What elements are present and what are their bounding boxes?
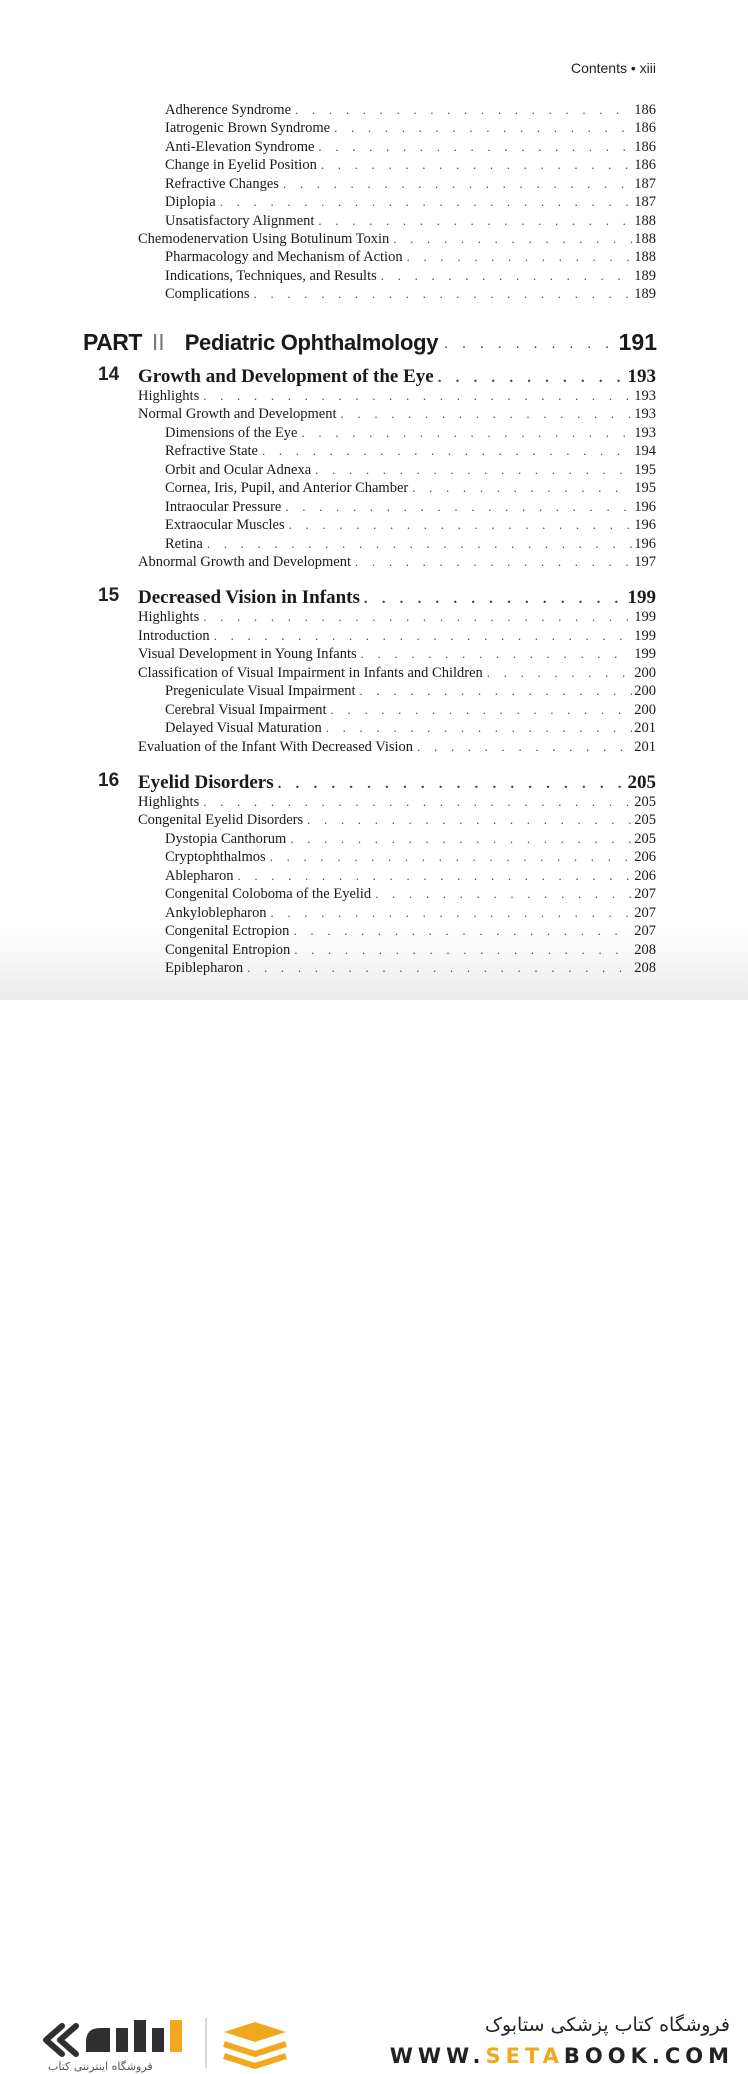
entry-title: Cryptophthalmos [165,849,266,865]
entry-page: 187 [634,194,656,210]
entry-page: 207 [634,923,656,939]
toc-entry [165,118,656,137]
toc-entry [138,626,656,645]
entry-page: 195 [634,480,656,496]
toc-entry [138,552,656,571]
store-banner [0,1000,748,2073]
entry-title: Orbit and Ocular Adnexa [165,462,312,478]
entry-page: 199 [634,628,656,644]
toc-entry [165,137,656,156]
entry-title: Indications, Techniques, and Results [165,268,377,284]
entry-page: 205 [634,831,656,847]
chapter-title: Growth and Development of the Eye [138,366,434,387]
entry-title: Extraocular Muscles [165,517,285,533]
leader-dots [203,794,632,811]
toc-entry [165,940,656,959]
entry-title: Ablepharon [165,868,234,884]
toc-entry [138,792,656,811]
toc-entry [165,681,656,700]
chapter-page: 205 [627,772,656,793]
part-heading [83,324,657,356]
entry-title: Congenital Entropion [165,942,291,958]
entry-page: 196 [634,517,656,533]
entry-page: 199 [634,609,656,625]
leader-dots [417,739,632,756]
entry-page: 201 [634,720,656,736]
leader-dots [355,554,632,571]
entry-page: 196 [634,499,656,515]
toc-entry [138,229,656,248]
toc-entry [165,515,656,534]
entry-page: 197 [634,554,656,570]
leader-dots [341,406,633,423]
toc-entry [165,847,656,866]
entry-title: Highlights [138,609,200,625]
entry-title: Iatrogenic Brown Syndrome [165,120,331,136]
toc-entry [138,810,656,829]
chapter-page: 193 [627,366,656,387]
entry-title: Evaluation of the Infant With Decreased Vision [138,739,414,755]
toc-entry [165,192,656,211]
leader-dots [203,388,632,405]
entry-title: Cornea, Iris, Pupil, and Anterior Chamber [165,480,409,496]
entry-page: 188 [634,231,656,247]
entry-title: Normal Growth and Development [138,406,337,422]
entry-title: Epiblepharon [165,960,244,976]
entry-page: 188 [634,249,656,265]
entry-title: Visual Development in Young Infants [138,646,357,662]
leader-dots [207,536,632,553]
leader-dots [412,480,632,497]
leader-dots [270,849,633,866]
entry-title: Intraocular Pressure [165,499,282,515]
entry-title: Congenital Ectropion [165,923,290,939]
chapter-title: Eyelid Disorders [138,772,274,793]
entry-page: 195 [634,462,656,478]
entry-title: Refractive Changes [165,176,279,192]
entry-title: Retina [165,536,203,552]
divider [205,2018,207,2068]
toc-entry [165,423,656,442]
entry-page: 189 [634,268,656,284]
entry-page: 208 [634,960,656,976]
leader-dots [203,609,632,626]
entry-title: Dystopia Canthorum [165,831,287,847]
entry-page: 208 [634,942,656,958]
toc-entry [138,404,656,423]
toc-entry [165,266,656,285]
leader-dots [290,831,632,848]
entry-page: 193 [634,425,656,441]
leader-dots [334,120,632,137]
leader-dots [214,628,633,645]
leader-dots [381,268,632,285]
leader-dots [237,868,632,885]
toc-entry [165,247,656,266]
entry-title: Highlights [138,388,200,404]
entry-title: Diplopia [165,194,216,210]
toc-entry [138,663,656,682]
toc-entry [165,460,656,479]
entry-title: Refractive State [165,443,258,459]
entry-title: Cerebral Visual Impairment [165,702,327,718]
toc-entry [165,441,656,460]
toc-entry [165,478,656,497]
entry-page: 193 [634,406,656,422]
entry-title: Congenital Eyelid Disorders [138,812,304,828]
leader-dots [393,231,632,248]
leader-dots [247,960,632,977]
toc-entry [165,921,656,940]
entry-title: Unsatisfactory Alignment [165,213,315,229]
toc-entry [165,100,656,119]
leader-dots [293,923,632,940]
entry-title: Introduction [138,628,210,644]
toc-entry [165,284,656,303]
chapter-title: Decreased Vision in Infants [138,587,360,608]
leader-dots [407,249,633,266]
url-prefix: WWW. [389,2044,486,2068]
entry-title: Classification of Visual Impairment in Infants and Children [138,665,483,681]
leader-dots [315,462,632,479]
chapter-number: 15 [98,585,120,606]
leader-dots [326,720,633,737]
book-stack-icon [220,2018,290,2072]
leader-dots [270,905,632,922]
entry-title: Chemodenervation Using Botulinum Toxin [138,231,390,247]
chapter-title-line [138,770,656,794]
chapter-title-line [138,585,656,609]
leader-dots [285,499,632,516]
leader-dots [294,942,632,959]
leader-dots [361,646,633,663]
leader-dots [444,336,618,356]
logo-subtitle: فروشگاه اینترنتی کتاب [48,2060,153,2073]
leader-dots [318,139,632,156]
entry-title: Highlights [138,794,200,810]
entry-page: 205 [634,794,656,810]
entry-title: Dimensions of the Eye [165,425,298,441]
entry-page: 206 [634,868,656,884]
toc-page [0,0,748,1000]
toc-entry [165,884,656,903]
leader-dots [302,425,633,442]
leader-dots [321,157,632,174]
shop-name: فروشگاه کتاب پزشکی ستابوک [484,2014,730,2036]
entry-title: Abnormal Growth and Development [138,554,352,570]
running-head: Contents • xiii [570,60,656,76]
leader-dots [318,213,632,230]
leader-dots [487,665,632,682]
leader-dots [375,886,632,903]
leader-dots [295,102,632,119]
leader-dots [262,443,632,460]
entry-title: Congenital Coloboma of the Eyelid [165,886,372,902]
leader-dots [289,517,633,534]
entry-page: 207 [634,905,656,921]
entry-page: 189 [634,286,656,302]
entry-title: Change in Eyelid Position [165,157,317,173]
entry-title: Pregeniculate Visual Impairment [165,683,356,699]
entry-page: 206 [634,849,656,865]
entry-page: 193 [634,388,656,404]
chapter-number: 16 [98,770,120,791]
entry-title: Complications [165,286,250,302]
entry-page: 201 [634,739,656,755]
entry-page: 205 [634,812,656,828]
entry-page: 186 [634,139,656,155]
entry-title: Pharmacology and Mechanism of Action [165,249,403,265]
leader-dots [331,702,633,719]
toc-entry [165,211,656,230]
toc-entry [165,155,656,174]
entry-title: Delayed Visual Maturation [165,720,322,736]
toc-entry [165,718,656,737]
entry-title: Anti-Elevation Syndrome [165,139,315,155]
leader-dots [220,194,633,211]
toc-entry [138,386,656,405]
entry-page: 200 [634,665,656,681]
part-title: Pediatric Ophthalmology [184,330,439,355]
toc-entry [165,174,656,193]
part-label: PART [83,329,142,355]
chapter-page: 199 [627,587,656,608]
part-page: 191 [618,329,657,355]
entry-page: 200 [634,702,656,718]
entry-title: Ankyloblepharon [165,905,267,921]
part-number: II [151,329,165,355]
entry-page: 207 [634,886,656,902]
toc-entry [165,829,656,848]
leader-dots [283,176,632,193]
entry-page: 199 [634,646,656,662]
toc-entry [165,534,656,553]
toc-entry [165,497,656,516]
chapter-title-line [138,364,656,388]
toc-entry [165,903,656,922]
url-suffix: BOOK.COM [563,2044,734,2068]
entry-page: 188 [634,213,656,229]
toc-entry [138,644,656,663]
chapter-number: 14 [98,364,120,385]
entry-page: 186 [634,120,656,136]
entry-page: 196 [634,536,656,552]
entry-page: 194 [634,443,656,459]
leader-dots [254,286,633,303]
entry-page: 186 [634,157,656,173]
leader-dots [360,683,633,700]
leader-dots [307,812,632,829]
entry-page: 187 [634,176,656,192]
toc-entry [165,866,656,885]
entry-title: Adherence Syndrome [165,102,292,118]
shop-url[interactable] [390,2044,734,2068]
toc-entry [165,958,656,977]
toc-entry [165,700,656,719]
entry-page: 200 [634,683,656,699]
toc-entry [138,737,656,756]
url-highlight: SETA [485,2044,564,2068]
entry-page: 186 [634,102,656,118]
toc-entry [138,607,656,626]
